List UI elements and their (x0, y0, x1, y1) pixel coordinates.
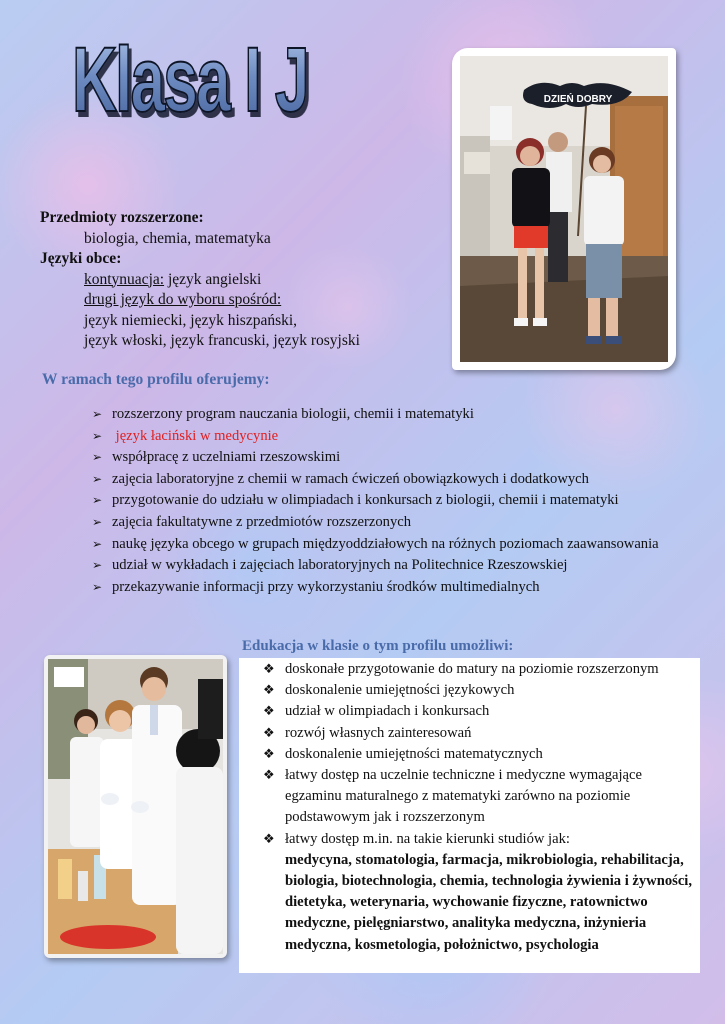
education-item: ❖ rozwój własnych zainteresowań (263, 723, 693, 744)
education-item: ❖ udział w olimpiadach i konkursach (263, 701, 693, 722)
offer-item: ➢ przygotowanie do udziału w olimpiadach i konkursach z biologii, chemii i matematyki (92, 490, 692, 512)
arrow-bullet-icon: ➢ (92, 450, 103, 465)
offer-item: ➢ przekazywanie informacji przy wykorzystaniu środków multimedialnych (92, 577, 692, 599)
diamond-bullet-icon: ❖ (263, 831, 275, 847)
sign-text: DZIEŃ DOBRY (543, 94, 613, 105)
offer-item: ➢ zajęcia laboratoryjne z chemii w ramach ćwiczeń obowiązkowych i dodatkowych (92, 469, 692, 491)
languages-label: Języki obce: (40, 250, 122, 267)
continuation-value: język angielski (164, 270, 262, 288)
education-item: ❖ doskonałe przygotowanie do matury na poziomie rozszerzonym (263, 659, 693, 680)
diamond-bullet-icon: ❖ (263, 725, 275, 741)
arrow-bullet-icon: ➢ (92, 407, 103, 421)
arrow-bullet-icon: ➢ (92, 493, 103, 508)
photo-lab-students-image (48, 659, 223, 954)
second-language-options-1: język niemiecki, język hiszpański, (84, 311, 298, 329)
education-item: ❖ doskonalenie umiejętności matematycznych (263, 744, 693, 765)
education-item: ❖ doskonalenie umiejętności językowych (263, 680, 693, 701)
offer-section-title: W ramach tego profilu oferujemy: (42, 371, 270, 388)
photo-students-corridor-image (460, 56, 668, 362)
arrow-bullet-icon: ➢ (92, 471, 103, 486)
offer-item: ➢ udział w wykładach i zajęciach laboratoryjnych na Politechnice Rzeszowskiej (92, 555, 692, 577)
extended-subjects-label: Przedmioty rozszerzone: (40, 209, 204, 226)
arrow-bullet-icon: ➢ (92, 558, 103, 573)
offer-item: ➢ rozszerzony program nauczania biologii, chemii i matematyki (92, 404, 692, 426)
education-item: ❖ łatwy dostęp na uczelnie techniczne i medyczne wymagające egzaminu maturalnego z matematyki zarówno na poziomie podstawowym jak i rozszerzonym (263, 767, 642, 826)
education-item: ❖ łatwy dostęp m.in. na takie kierunki studiów jak: medycyna, stomatologia, farmacja, mikrobiologia, rehabilitacja, biologia, biotechnologia, chemia, technologia żywienia i żywności, dietetyka, weterynaria, wychowanie fizyczne, ratownictwo medyczne, pielęgniarstwo, analityka medyczna, inżynieria medyczna, kosmetologia, położnictwo, psychologia (263, 829, 693, 956)
arrow-bullet-icon: ➢ (92, 536, 103, 551)
arrow-bullet-icon: ➢ (92, 579, 103, 594)
offer-item: ➢ naukę języka obcego w grupach międzyoddziałowych na różnych poziomach zaawansowania (92, 534, 692, 556)
education-list (263, 659, 693, 956)
diamond-bullet-icon: ❖ (263, 768, 275, 784)
continuation-line (40, 270, 360, 291)
diamond-bullet-icon: ❖ (263, 662, 275, 677)
second-language-options-2: język włoski, język francuski, język rosyjski (84, 332, 360, 349)
second-language-label: drugi język do wyboru spośród: (84, 291, 282, 308)
subjects-block (40, 208, 360, 352)
offer-item: ➢ współpracę z uczelniami rzeszowskimi (92, 447, 692, 469)
education-section-title: Edukacja w klasie o tym profilu umożliwi: (242, 638, 514, 654)
page-title: Klasa I J (72, 29, 308, 131)
extended-subjects-value: biologia, chemia, matematyka (84, 229, 271, 247)
arrow-bullet-icon: ➢ (92, 428, 103, 443)
offer-item: ➢ zajęcia fakultatywne z przedmiotów rozszerzonych (92, 512, 692, 534)
photo-lab-students (44, 655, 227, 958)
offer-item: ➢ język łaciński w medycynie (92, 426, 692, 448)
continuation-label: kontynuacja: (84, 270, 165, 288)
diamond-bullet-icon: ❖ (263, 746, 275, 762)
study-fields-list: medycyna, stomatologia, farmacja, mikrobiologia, rehabilitacja, biologia, biotechnologia, chemia, technologia żywienia i żywności, dietetyka, weterynaria, wychowanie fizyczne, ratownictwo medyczne, pielęgniarstwo, analityka medyczna, inżynieria medyczna, kosmetologia, położnictwo, psychologia (285, 851, 692, 953)
diamond-bullet-icon: ❖ (263, 704, 275, 720)
diamond-bullet-icon: ❖ (263, 683, 275, 699)
offer-list (92, 404, 692, 598)
arrow-bullet-icon: ➢ (92, 514, 103, 529)
photo-students-corridor (452, 48, 676, 370)
